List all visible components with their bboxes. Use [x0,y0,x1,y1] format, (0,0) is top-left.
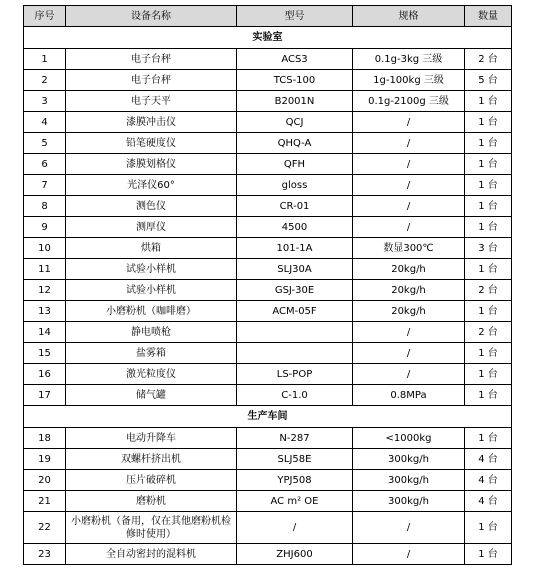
row-number-cell: 16 [24,364,66,385]
model-cell: SLJ58E [237,449,353,470]
quantity-cell: 1 台 [465,364,512,385]
spec-cell: 300kg/h [353,491,465,512]
row-number-cell: 19 [24,449,66,470]
table-row [24,470,512,491]
model-cell: N-287 [237,428,353,449]
table-row [24,449,512,470]
model-cell: CR-01 [237,196,353,217]
table-row [24,238,512,259]
spec-cell: 300kg/h [353,470,465,491]
device-name-cell: 全自动密封的混料机 [66,544,237,565]
spec-cell: 20kg/h [353,280,465,301]
table-row [24,175,512,196]
table-row [24,428,512,449]
quantity-cell: 1 台 [465,154,512,175]
quantity-cell: 2 台 [465,49,512,70]
model-cell [237,343,353,364]
row-number-cell: 14 [24,322,66,343]
model-cell: QCJ [237,112,353,133]
table-row [24,196,512,217]
table-row [24,280,512,301]
table-row [24,512,512,544]
model-cell: / [237,512,353,544]
spec-cell: / [353,196,465,217]
quantity-cell: 4 台 [465,491,512,512]
section-title: 实验室 [24,27,512,49]
device-name-cell: 静电喷枪 [66,322,237,343]
row-number-cell: 3 [24,91,66,112]
quantity-cell: 3 台 [465,238,512,259]
model-cell: GSJ-30E [237,280,353,301]
spec-cell: / [353,364,465,385]
device-name-cell: 小磨粉机（咖啡磨） [66,301,237,322]
table-row [24,301,512,322]
row-number-cell: 12 [24,280,66,301]
device-name-cell: 储气罐 [66,385,237,406]
row-number-cell: 8 [24,196,66,217]
device-name-cell: 电动升降车 [66,428,237,449]
model-cell: 4500 [237,217,353,238]
spec-cell: 1g-100kg 三级 [353,70,465,91]
quantity-cell: 1 台 [465,259,512,280]
header-qty: 数量 [465,6,512,27]
spec-cell: <1000kg [353,428,465,449]
model-cell: LS-POP [237,364,353,385]
device-name-cell: 试验小样机 [66,259,237,280]
row-number-cell: 13 [24,301,66,322]
quantity-cell: 1 台 [465,544,512,565]
quantity-cell: 2 台 [465,280,512,301]
spec-cell: / [353,112,465,133]
device-name-cell: 电子台秤 [66,49,237,70]
device-name-cell: 测色仪 [66,196,237,217]
table-row [24,544,512,565]
table-row [24,385,512,406]
quantity-cell: 4 台 [465,470,512,491]
row-number-cell: 11 [24,259,66,280]
spec-cell: / [353,343,465,364]
device-name-cell: 双螺杆挤出机 [66,449,237,470]
spec-cell: 0.1g-3kg 三级 [353,49,465,70]
row-number-cell: 17 [24,385,66,406]
model-cell: ZHJ600 [237,544,353,565]
quantity-cell: 1 台 [465,301,512,322]
model-cell: SLJ30A [237,259,353,280]
spec-cell: 0.8MPa [353,385,465,406]
spec-cell: 数显300℃ [353,238,465,259]
spec-cell: / [353,133,465,154]
row-number-cell: 9 [24,217,66,238]
row-number-cell: 15 [24,343,66,364]
quantity-cell: 2 台 [465,322,512,343]
quantity-cell: 4 台 [465,449,512,470]
model-cell: ACM-05F [237,301,353,322]
quantity-cell: 1 台 [465,428,512,449]
table-row [24,491,512,512]
quantity-cell: 1 台 [465,385,512,406]
header-spec: 规格 [353,6,465,27]
model-cell: AC m² OE [237,491,353,512]
header-model: 型号 [237,6,353,27]
device-name-cell: 漆膜划格仪 [66,154,237,175]
row-number-cell: 10 [24,238,66,259]
table-row [24,322,512,343]
device-name-cell: 电子台秤 [66,70,237,91]
device-name-cell: 盐雾箱 [66,343,237,364]
device-name-cell: 铅笔硬度仪 [66,133,237,154]
row-number-cell: 21 [24,491,66,512]
model-cell: gloss [237,175,353,196]
device-name-cell: 测厚仪 [66,217,237,238]
row-number-cell: 22 [24,512,66,544]
device-name-cell: 光泽仪60° [66,175,237,196]
model-cell: 101-1A [237,238,353,259]
model-cell: ACS3 [237,49,353,70]
row-number-cell: 4 [24,112,66,133]
row-number-cell: 1 [24,49,66,70]
table-row [24,112,512,133]
model-cell: QHQ-A [237,133,353,154]
device-name-cell: 磨粉机 [66,491,237,512]
model-cell: C-1.0 [237,385,353,406]
model-cell: B2001N [237,91,353,112]
quantity-cell: 1 台 [465,133,512,154]
header-no: 序号 [24,6,66,27]
spec-cell: 20kg/h [353,259,465,280]
model-cell: YPJ508 [237,470,353,491]
quantity-cell: 1 台 [465,112,512,133]
row-number-cell: 6 [24,154,66,175]
quantity-cell: 1 台 [465,196,512,217]
table-row [24,259,512,280]
header-row [24,6,512,27]
section-row [24,406,512,428]
equipment-table-container [23,5,512,565]
section-row [24,27,512,49]
model-cell: TCS-100 [237,70,353,91]
spec-cell: / [353,322,465,343]
spec-cell: 0.1g-2100g 三级 [353,91,465,112]
spec-cell: / [353,217,465,238]
table-row [24,364,512,385]
model-cell: QFH [237,154,353,175]
quantity-cell: 1 台 [465,175,512,196]
header-name: 设备名称 [66,6,237,27]
table-row [24,154,512,175]
table-row [24,70,512,91]
spec-cell: 300kg/h [353,449,465,470]
equipment-table [23,5,512,565]
quantity-cell: 1 台 [465,512,512,544]
spec-cell: / [353,175,465,196]
row-number-cell: 20 [24,470,66,491]
quantity-cell: 1 台 [465,343,512,364]
quantity-cell: 5 台 [465,70,512,91]
device-name-cell: 电子天平 [66,91,237,112]
device-name-cell: 小磨粉机（备用，仅在其他磨粉机检修时使用） [66,512,237,544]
table-row [24,91,512,112]
row-number-cell: 7 [24,175,66,196]
quantity-cell: 1 台 [465,217,512,238]
table-body [24,27,512,565]
device-name-cell: 烘箱 [66,238,237,259]
spec-cell: 20kg/h [353,301,465,322]
quantity-cell: 1 台 [465,91,512,112]
row-number-cell: 18 [24,428,66,449]
model-cell [237,322,353,343]
row-number-cell: 2 [24,70,66,91]
device-name-cell: 激光粒度仪 [66,364,237,385]
row-number-cell: 23 [24,544,66,565]
table-row [24,49,512,70]
table-row [24,343,512,364]
spec-cell: / [353,512,465,544]
table-row [24,133,512,154]
device-name-cell: 漆膜冲击仪 [66,112,237,133]
device-name-cell: 压片破碎机 [66,470,237,491]
row-number-cell: 5 [24,133,66,154]
section-title: 生产车间 [24,406,512,428]
spec-cell: / [353,154,465,175]
device-name-cell: 试验小样机 [66,280,237,301]
table-row [24,217,512,238]
spec-cell: / [353,544,465,565]
